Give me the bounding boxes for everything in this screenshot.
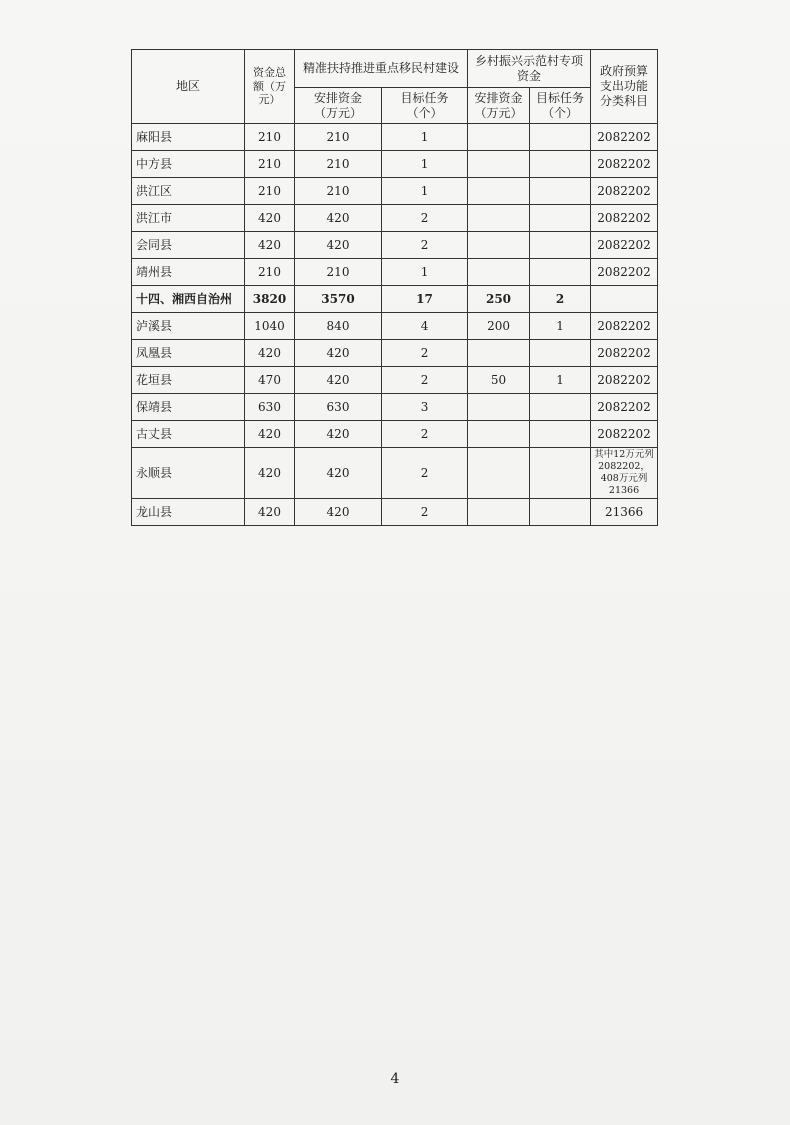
tasks-2-cell — [530, 499, 591, 526]
table-row — [132, 421, 658, 448]
region-cell: 中方县 — [132, 151, 245, 178]
total-cell: 470 — [245, 367, 295, 394]
budget-code-cell: 2082202 — [591, 313, 658, 340]
total-cell: 210 — [245, 259, 295, 286]
tasks-cell: 2 — [382, 340, 468, 367]
table-row — [132, 340, 658, 367]
tasks-2-cell — [530, 232, 591, 259]
funds-cell: 420 — [295, 421, 382, 448]
tasks-cell: 17 — [382, 286, 468, 313]
table-row-subtotal — [132, 286, 658, 313]
budget-code-cell: 2082202 — [591, 394, 658, 421]
funds-2-cell — [468, 448, 530, 499]
tasks-cell: 2 — [382, 421, 468, 448]
funds-cell: 840 — [295, 313, 382, 340]
table-row — [132, 448, 658, 499]
header-budget-code: 政府预算支出功能分类科目 — [591, 50, 658, 124]
total-cell: 3820 — [245, 286, 295, 313]
funds-2-cell: 200 — [468, 313, 530, 340]
tasks-cell: 2 — [382, 232, 468, 259]
funds-2-cell — [468, 151, 530, 178]
funds-2-cell — [468, 124, 530, 151]
header-group-resettlement: 精准扶持推进重点移民村建设 — [295, 50, 468, 88]
total-cell: 420 — [245, 205, 295, 232]
tasks-cell: 1 — [382, 259, 468, 286]
table-body — [132, 124, 658, 526]
tasks-cell: 4 — [382, 313, 468, 340]
region-cell: 龙山县 — [132, 499, 245, 526]
total-cell: 420 — [245, 448, 295, 499]
header-funds-2: 安排资金（万元） — [468, 88, 530, 124]
funds-2-cell — [468, 259, 530, 286]
region-cell: 洪江区 — [132, 178, 245, 205]
tasks-cell: 3 — [382, 394, 468, 421]
tasks-2-cell — [530, 448, 591, 499]
budget-code-cell: 2082202 — [591, 151, 658, 178]
total-cell: 420 — [245, 232, 295, 259]
funds-2-cell — [468, 421, 530, 448]
table-row — [132, 367, 658, 394]
budget-code-cell: 2082202 — [591, 367, 658, 394]
tasks-2-cell — [530, 205, 591, 232]
region-cell: 凤凰县 — [132, 340, 245, 367]
total-cell: 210 — [245, 124, 295, 151]
funding-allocation-table — [131, 49, 658, 526]
tasks-2-cell — [530, 421, 591, 448]
budget-code-cell — [591, 286, 658, 313]
table-row — [132, 232, 658, 259]
tasks-2-cell — [530, 178, 591, 205]
page-number: 4 — [390, 1071, 400, 1087]
total-cell: 630 — [245, 394, 295, 421]
table-row — [132, 499, 658, 526]
tasks-2-cell — [530, 259, 591, 286]
funds-2-cell — [468, 340, 530, 367]
funds-cell: 3570 — [295, 286, 382, 313]
funds-cell: 420 — [295, 232, 382, 259]
header-funds: 安排资金（万元） — [295, 88, 382, 124]
budget-code-cell: 2082202 — [591, 124, 658, 151]
tasks-2-cell — [530, 124, 591, 151]
budget-code-cell: 2082202 — [591, 205, 658, 232]
tasks-2-cell: 1 — [530, 313, 591, 340]
table-row — [132, 313, 658, 340]
tasks-cell: 1 — [382, 124, 468, 151]
header-tasks: 目标任务（个） — [382, 88, 468, 124]
budget-code-cell: 2082202 — [591, 178, 658, 205]
funds-cell: 210 — [295, 124, 382, 151]
budget-code-cell: 2082202 — [591, 340, 658, 367]
region-cell: 花垣县 — [132, 367, 245, 394]
budget-code-cell: 2082202 — [591, 421, 658, 448]
table-header — [132, 50, 658, 124]
region-cell: 保靖县 — [132, 394, 245, 421]
region-cell: 洪江市 — [132, 205, 245, 232]
funds-cell: 420 — [295, 448, 382, 499]
region-cell: 会同县 — [132, 232, 245, 259]
region-cell: 十四、湘西自治州 — [132, 286, 245, 313]
funds-2-cell — [468, 178, 530, 205]
budget-code-cell: 2082202 — [591, 232, 658, 259]
tasks-2-cell — [530, 151, 591, 178]
table-row — [132, 205, 658, 232]
funds-2-cell — [468, 205, 530, 232]
funds-2-cell: 50 — [468, 367, 530, 394]
region-cell: 古丈县 — [132, 421, 245, 448]
funds-cell: 630 — [295, 394, 382, 421]
budget-code-cell: 21366 — [591, 499, 658, 526]
tasks-cell: 1 — [382, 178, 468, 205]
budget-code-cell: 2082202 — [591, 259, 658, 286]
funds-cell: 210 — [295, 259, 382, 286]
tasks-cell: 2 — [382, 499, 468, 526]
funds-2-cell — [468, 232, 530, 259]
table-row — [132, 259, 658, 286]
total-cell: 1040 — [245, 313, 295, 340]
tasks-cell: 2 — [382, 367, 468, 394]
tasks-cell: 1 — [382, 151, 468, 178]
budget-code-cell: 其中12万元列2082202，408万元列21366 — [591, 448, 658, 499]
funds-2-cell — [468, 394, 530, 421]
region-cell: 靖州县 — [132, 259, 245, 286]
tasks-2-cell: 1 — [530, 367, 591, 394]
region-cell: 永顺县 — [132, 448, 245, 499]
table-row — [132, 178, 658, 205]
header-group-revitalization: 乡村振兴示范村专项资金 — [468, 50, 591, 88]
funds-cell: 420 — [295, 367, 382, 394]
region-cell: 泸溪县 — [132, 313, 245, 340]
tasks-2-cell — [530, 340, 591, 367]
total-cell: 210 — [245, 151, 295, 178]
funds-cell: 210 — [295, 178, 382, 205]
funds-cell: 420 — [295, 499, 382, 526]
table-row — [132, 394, 658, 421]
funds-cell: 420 — [295, 340, 382, 367]
total-cell: 420 — [245, 499, 295, 526]
funds-2-cell: 250 — [468, 286, 530, 313]
tasks-cell: 2 — [382, 205, 468, 232]
header-total: 资金总额（万元） — [245, 50, 295, 124]
header-tasks-2: 目标任务（个） — [530, 88, 591, 124]
tasks-2-cell: 2 — [530, 286, 591, 313]
header-region: 地区 — [132, 50, 245, 124]
funds-2-cell — [468, 499, 530, 526]
tasks-cell: 2 — [382, 448, 468, 499]
table-row — [132, 151, 658, 178]
total-cell: 420 — [245, 421, 295, 448]
total-cell: 420 — [245, 340, 295, 367]
funds-cell: 420 — [295, 205, 382, 232]
table-row — [132, 124, 658, 151]
tasks-2-cell — [530, 394, 591, 421]
funds-cell: 210 — [295, 151, 382, 178]
region-cell: 麻阳县 — [132, 124, 245, 151]
total-cell: 210 — [245, 178, 295, 205]
